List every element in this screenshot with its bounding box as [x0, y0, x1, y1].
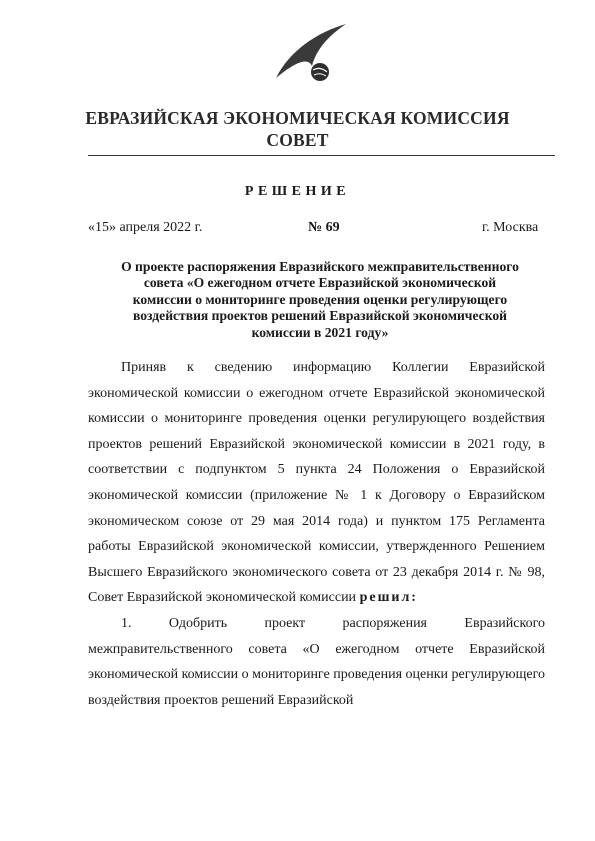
document-body [88, 355, 545, 713]
document-date: «15» апреля 2022 г. [88, 220, 203, 235]
subject-line: совета «О ежегодном отчете Евразийской экономической [143, 275, 497, 291]
org-name: ЕВРАЗИЙСКАЯ ЭКОНОМИЧЕСКАЯ КОМИССИЯ [85, 108, 510, 128]
header-divider [88, 155, 555, 156]
preamble-text: Приняв к сведению информацию Коллегии Евразийской экономической комиссии о ежегодном отчете Евразийской экономической комиссии о мониторинге проведения оценки регулирующего воздействия проектов решений Евразийской экономической комиссии в 2021 году, в соответствии с подпунктом 5 пункта 24 Положения о Евразийской экономической комиссии (приложение № 1 к Договору о Евразийском экономическом союзе от 29 мая 2014 года) и пунктом 175 Регламента работы Евразийской экономической комиссии, утвержденного Решением Высшего Евразийского экономического совета от 23 декабря 2014 г. № 98, Совет Евразийской экономической комиссии [88, 360, 545, 606]
logo-swoosh [276, 24, 346, 78]
subject-line: воздействия проектов решений Евразийской экономической [133, 308, 507, 324]
subject-line: О проекте распоряжения Евразийского межправительственного [121, 259, 519, 274]
document-city: г. Москва [482, 220, 539, 235]
eec-logo [268, 20, 348, 90]
clause-1-paragraph: 1. Одобрить проект распоряжения Евразийского межправительственного совета «О ежегодном отчете Евразийской экономической комиссии о мониторинге проведения оценки регулирующего воздействия проектов решений Евразийской [88, 615, 545, 708]
document-number: № 69 [308, 220, 340, 235]
org-subdivision: СОВЕТ [266, 130, 329, 150]
document-subject [95, 259, 545, 341]
decision-keyword: решил: [359, 590, 418, 606]
preamble-paragraph [88, 355, 545, 611]
subject-line: комиссии в 2021 году» [251, 324, 389, 340]
subject-line: комиссии о мониторинге проведения оценки регулирующего [132, 291, 508, 307]
document-type-title: РЕШЕНИЕ [244, 184, 351, 199]
